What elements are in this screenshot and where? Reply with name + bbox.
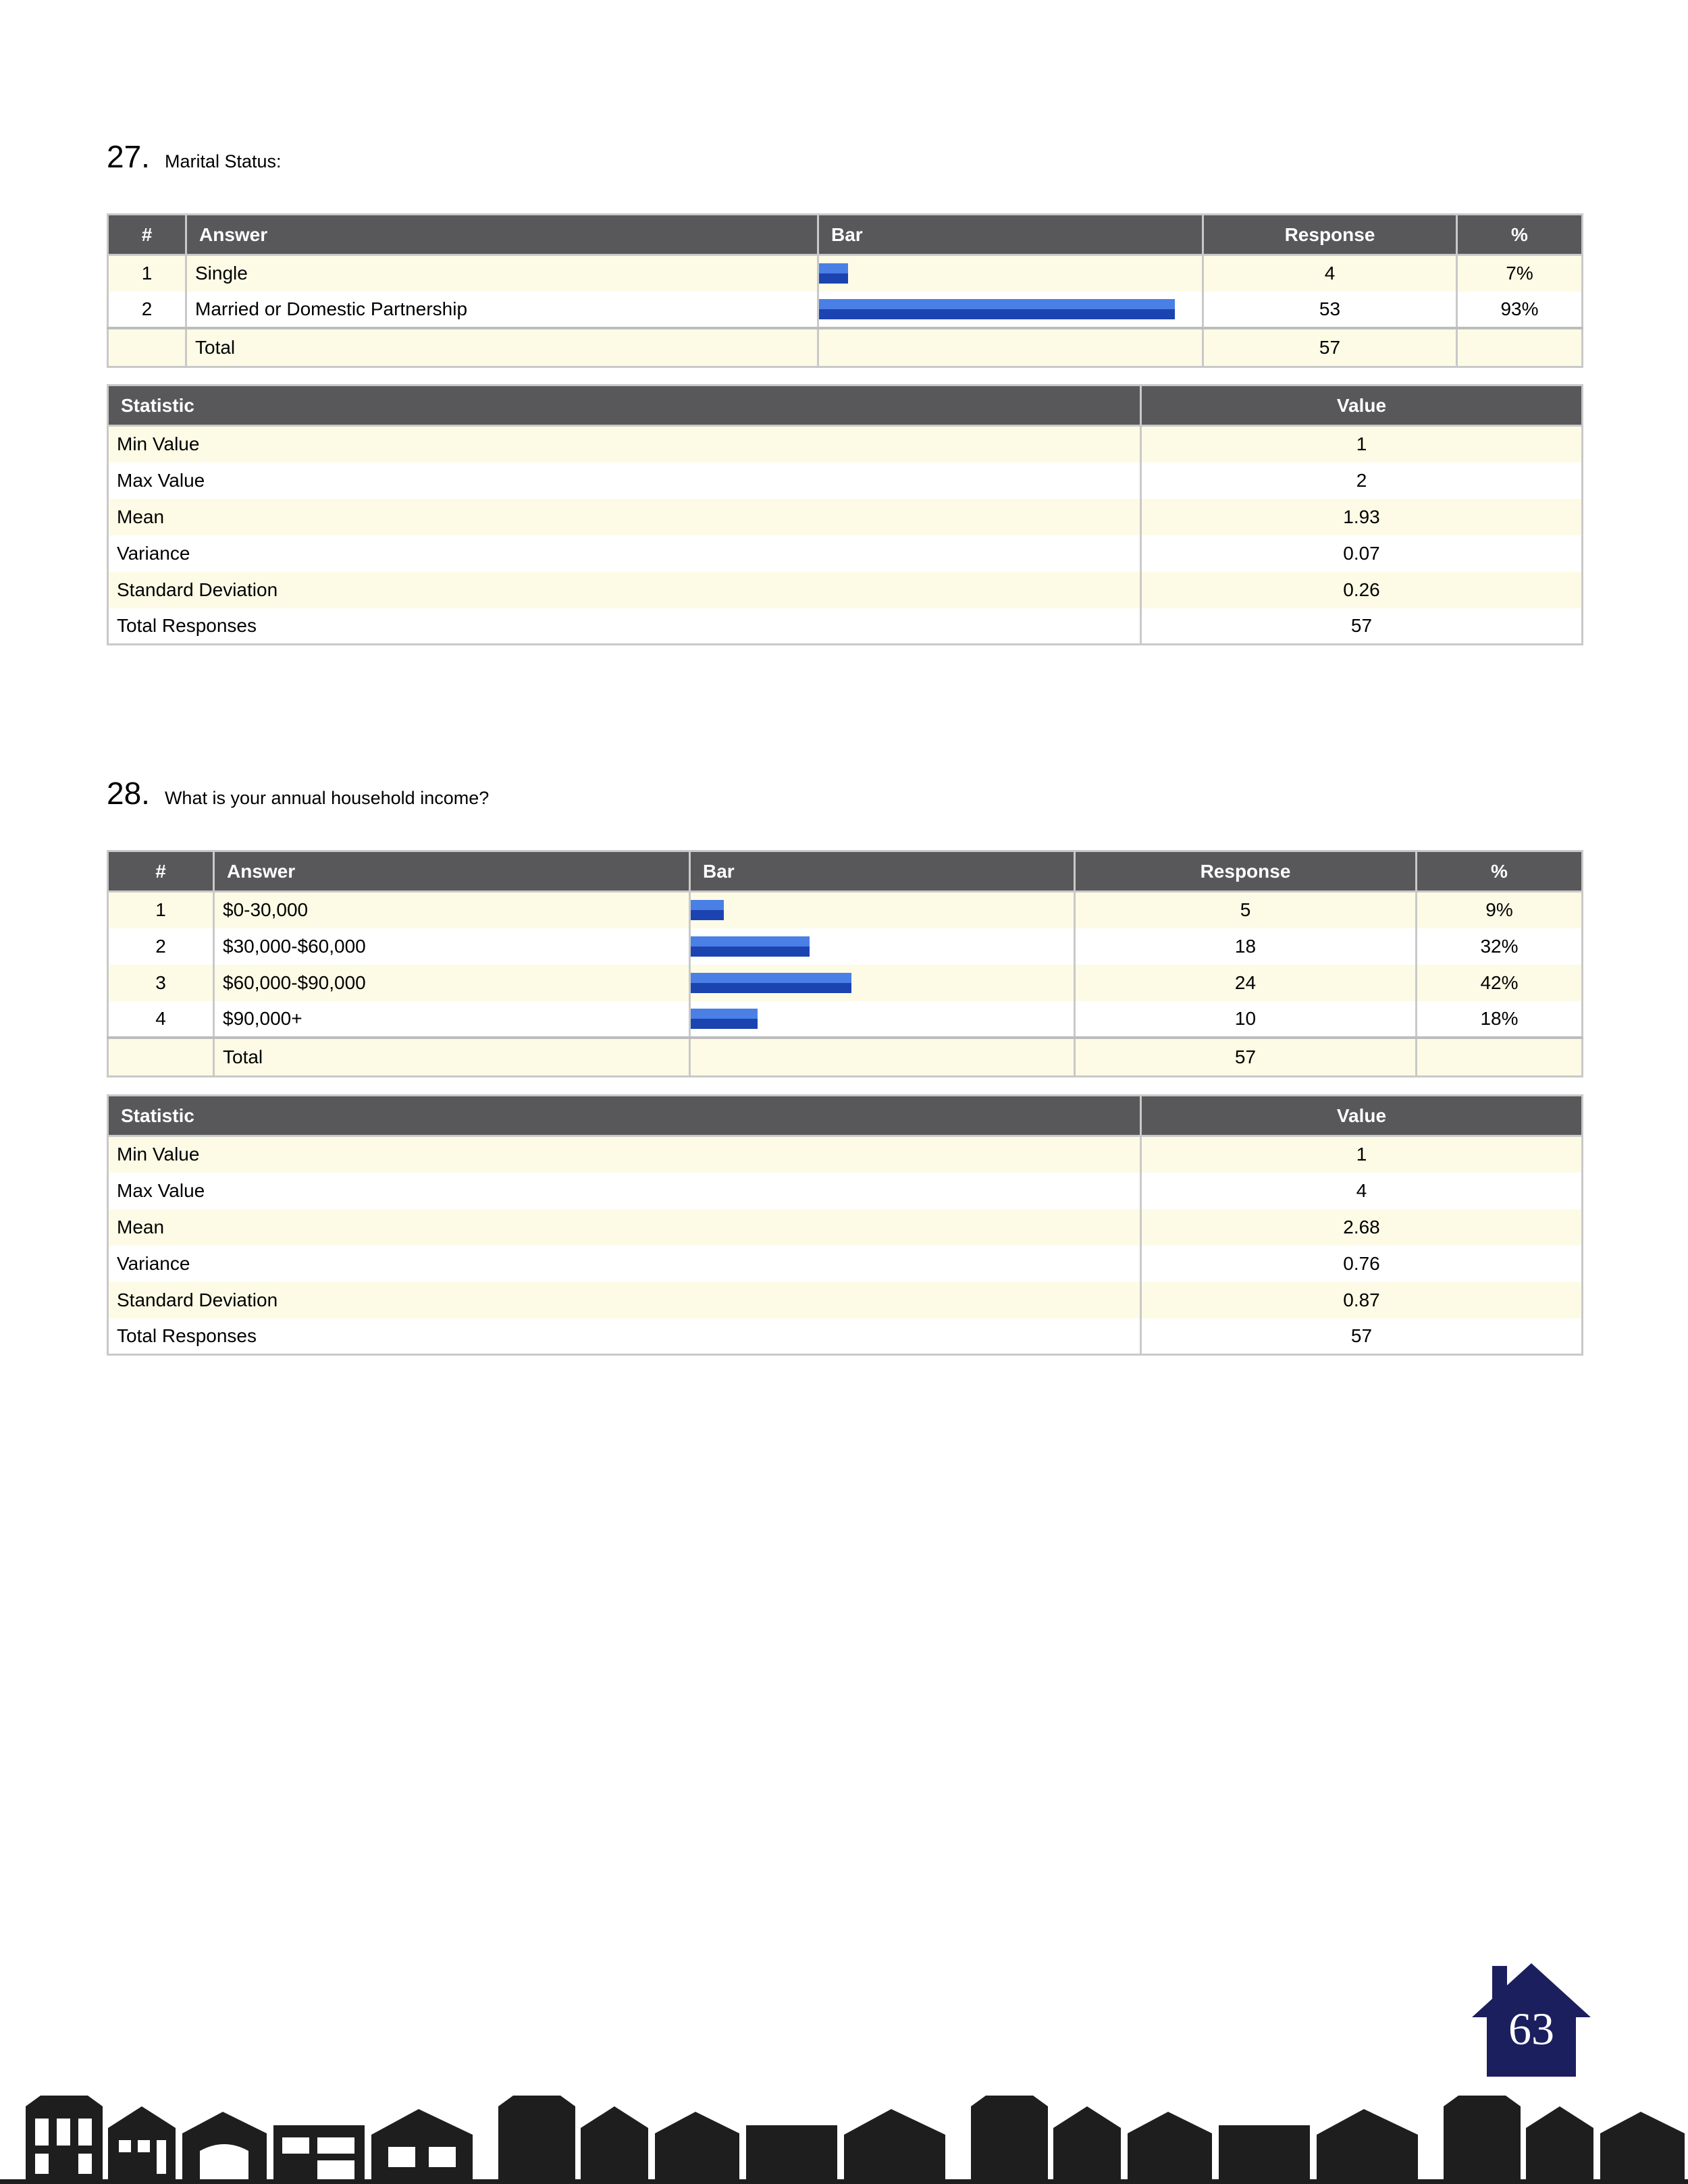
- stat-label: Total Responses: [108, 1319, 1141, 1355]
- stat-row: [108, 1319, 1583, 1355]
- stat-row: [108, 1282, 1583, 1319]
- table-header-row: [108, 215, 1583, 255]
- question-27-heading: [107, 138, 282, 175]
- page-number: 63: [1508, 2003, 1554, 2054]
- table-header-row: [108, 1096, 1583, 1136]
- row-response: 5: [1075, 892, 1417, 928]
- row-percent: 32%: [1417, 928, 1583, 965]
- row-response: 10: [1075, 1001, 1417, 1038]
- table-header-row: [108, 851, 1583, 892]
- row-num: 2: [108, 928, 214, 965]
- header-value: Value: [1141, 385, 1583, 426]
- stat-value: 0.26: [1141, 572, 1583, 608]
- header-percent: %: [1417, 851, 1583, 892]
- table-row: [108, 255, 1583, 292]
- row-num: 3: [108, 965, 214, 1001]
- row-num: 4: [108, 1001, 214, 1038]
- q28-answer-table: [107, 850, 1583, 1077]
- stat-row: [108, 499, 1583, 535]
- question-text: What is your annual household income?: [164, 788, 490, 808]
- question-28-heading: [107, 775, 489, 811]
- row-response: 4: [1203, 255, 1457, 292]
- skyline-houses-icon: [0, 2086, 1688, 2184]
- stat-row: [108, 1209, 1583, 1246]
- total-response: 57: [1203, 328, 1457, 367]
- header-response: Response: [1203, 215, 1457, 255]
- stat-row: [108, 1173, 1583, 1209]
- row-num: 1: [108, 892, 214, 928]
- header-percent: %: [1457, 215, 1583, 255]
- row-num: 2: [108, 292, 186, 328]
- stat-label: Max Value: [108, 462, 1141, 499]
- row-percent: 42%: [1417, 965, 1583, 1001]
- stat-label: Mean: [108, 1209, 1141, 1246]
- row-answer: $60,000-$90,000: [214, 965, 690, 1001]
- row-bar-cell: [690, 1001, 1075, 1038]
- header-num: #: [108, 851, 214, 892]
- stat-row: [108, 1246, 1583, 1282]
- stat-row: [108, 462, 1583, 499]
- header-answer: Answer: [186, 215, 818, 255]
- row-answer: $0-30,000: [214, 892, 690, 928]
- q27-statistics-table: [107, 384, 1583, 645]
- table-row: [108, 965, 1583, 1001]
- row-bar-cell: [690, 928, 1075, 965]
- row-percent: 93%: [1457, 292, 1583, 328]
- row-percent: 18%: [1417, 1001, 1583, 1038]
- row-percent: 7%: [1457, 255, 1583, 292]
- stat-value: 0.87: [1141, 1282, 1583, 1319]
- row-num: 1: [108, 255, 186, 292]
- header-response: Response: [1075, 851, 1417, 892]
- total-row: [108, 328, 1583, 367]
- stat-value: 1: [1141, 1136, 1583, 1173]
- response-bar: [691, 1009, 758, 1029]
- stat-label: Variance: [108, 1246, 1141, 1282]
- stat-label: Variance: [108, 535, 1141, 572]
- stat-value: 2.68: [1141, 1209, 1583, 1246]
- total-row: [108, 1038, 1583, 1077]
- stat-value: 0.76: [1141, 1246, 1583, 1282]
- row-answer: $90,000+: [214, 1001, 690, 1038]
- row-answer: Single: [186, 255, 818, 292]
- stat-label: Standard Deviation: [108, 1282, 1141, 1319]
- header-bar: Bar: [690, 851, 1075, 892]
- stat-row: [108, 608, 1583, 645]
- response-bar: [819, 299, 1175, 319]
- stat-label: Min Value: [108, 1136, 1141, 1173]
- table-header-row: [108, 385, 1583, 426]
- row-bar-cell: [818, 255, 1203, 292]
- header-bar: Bar: [818, 215, 1203, 255]
- stat-row: [108, 535, 1583, 572]
- stat-value: 4: [1141, 1173, 1583, 1209]
- stat-value: 0.07: [1141, 535, 1583, 572]
- response-bar: [691, 936, 810, 957]
- table-row: [108, 292, 1583, 328]
- question-text: Marital Status:: [164, 151, 282, 171]
- header-answer: Answer: [214, 851, 690, 892]
- total-response: 57: [1075, 1038, 1417, 1077]
- header-statistic: Statistic: [108, 385, 1141, 426]
- q28-statistics-table: [107, 1094, 1583, 1356]
- header-statistic: Statistic: [108, 1096, 1141, 1136]
- stat-value: 57: [1141, 1319, 1583, 1355]
- table-row: [108, 892, 1583, 928]
- stat-row: [108, 572, 1583, 608]
- stat-row: [108, 426, 1583, 462]
- stat-label: Min Value: [108, 426, 1141, 462]
- row-bar-cell: [690, 892, 1075, 928]
- stat-value: 2: [1141, 462, 1583, 499]
- header-value: Value: [1141, 1096, 1583, 1136]
- row-bar-cell: [818, 292, 1203, 328]
- response-bar: [819, 263, 848, 284]
- row-percent: 9%: [1417, 892, 1583, 928]
- header-num: #: [108, 215, 186, 255]
- row-answer: Married or Domestic Partnership: [186, 292, 818, 328]
- stat-label: Max Value: [108, 1173, 1141, 1209]
- question-number: 28.: [107, 776, 150, 811]
- total-label: Total: [186, 328, 818, 367]
- stat-label: Standard Deviation: [108, 572, 1141, 608]
- stat-row: [108, 1136, 1583, 1173]
- table-row: [108, 928, 1583, 965]
- stat-label: Total Responses: [108, 608, 1141, 645]
- row-response: 53: [1203, 292, 1457, 328]
- table-row: [108, 1001, 1583, 1038]
- row-bar-cell: [690, 965, 1075, 1001]
- stat-value: 1: [1141, 426, 1583, 462]
- response-bar: [691, 900, 724, 920]
- row-response: 18: [1075, 928, 1417, 965]
- q27-answer-table: [107, 213, 1583, 368]
- stat-value: 57: [1141, 608, 1583, 645]
- response-bar: [691, 973, 851, 993]
- stat-value: 1.93: [1141, 499, 1583, 535]
- row-answer: $30,000-$60,000: [214, 928, 690, 965]
- row-response: 24: [1075, 965, 1417, 1001]
- total-label: Total: [214, 1038, 690, 1077]
- question-number: 27.: [107, 139, 150, 174]
- stat-label: Mean: [108, 499, 1141, 535]
